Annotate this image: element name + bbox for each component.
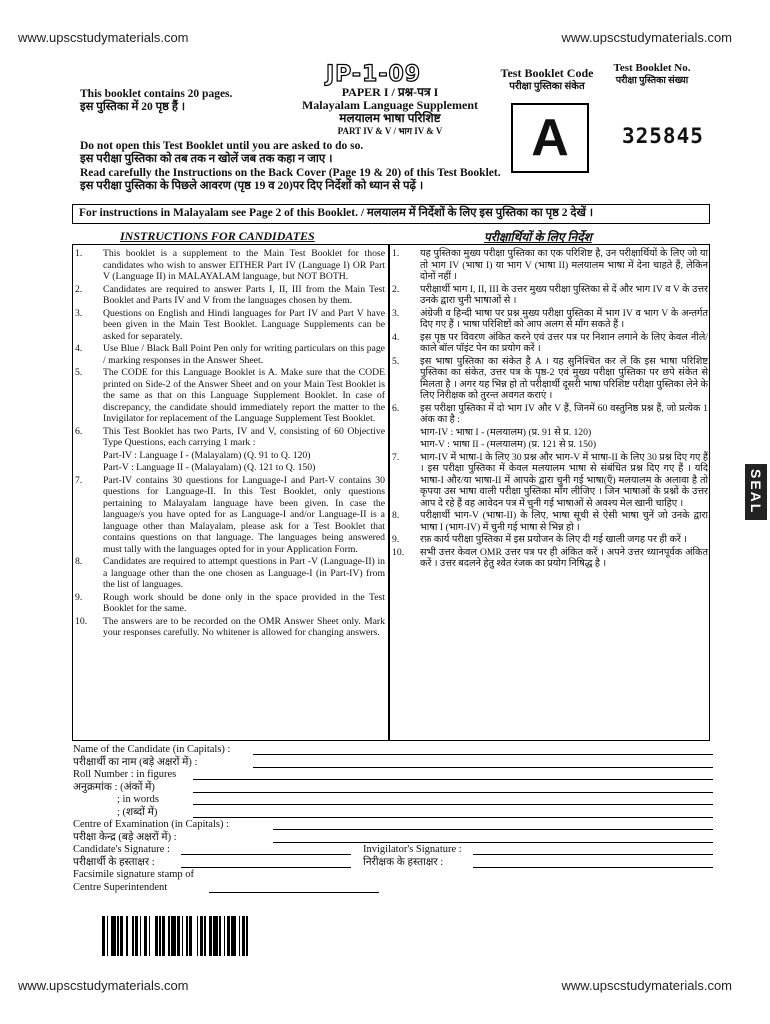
- instruction-text: Rough work should be done only in the space provided in the Test Booklet for the same.: [103, 591, 385, 614]
- supplement-label-hindi: मलयालम भाषा परिशिष्ट: [339, 111, 441, 125]
- instruction-text: यह पुस्तिका मुख्य परीक्षा पुस्तिका का एक परिशिष्ट है, उन परीक्षार्थियों के लिए जो या तो भाग IV (भाषा I) या भाग V (भाषा II) मलयालम भाषा में देना चाहते हैं, लेकिन दोनों नहीं ।: [420, 248, 708, 282]
- roll-number-figures-field[interactable]: [193, 779, 713, 780]
- site-url-top-right: www.upscstudymaterials.com: [561, 30, 732, 45]
- instructions-list-hi: [392, 248, 708, 571]
- do-not-open-notice-hi: इस परीक्षा पुस्तिका को तब तक न खोलें जब तक कहा न जाए ।: [80, 153, 333, 165]
- do-not-open-notice-en: Do not open this Test Booklet until you are asked to do so.: [80, 140, 364, 152]
- instruction-item: [75, 248, 385, 283]
- seal-tab: SEAL: [745, 464, 767, 520]
- instruction-item: [75, 462, 385, 474]
- read-instructions-notice-hi: इस परीक्षा पुस्तिका के पिछले आवरण (पृष्ठ 19 व 20)पर दिए निर्देशों को ध्यान से पढ़ें ।: [80, 180, 424, 192]
- instruction-text: परीक्षार्थी भाग-V (भाषा-II) के लिए, भाषा सूची से ऐसी भाषा चुनें जो उनके द्वारा भाषा I (भाग-IV) में चुनी गई भाषा से भिन्न हो ।: [420, 510, 708, 533]
- test-booklet-code-label-en: Test Booklet Code: [500, 66, 594, 80]
- instruction-number: 8.: [75, 556, 83, 567]
- instruction-item: [392, 356, 708, 402]
- instruction-text: भाग-V : भाषा II - (मलयालम) (प्र. 121 से प्र. 150): [420, 439, 597, 450]
- candidate-signature-label-hi: परीक्षार्थी के हस्ताक्षर :: [73, 856, 155, 868]
- exam-centre-field-hi[interactable]: [273, 842, 713, 843]
- instruction-text: इस परीक्षा पुस्तिका में दो भाग IV और V हैं, जिनमें 60 वस्तुनिष्ठ प्रश्न हैं, जो प्रत्येक 1 अंक का है :: [420, 402, 708, 425]
- instruction-item: [75, 450, 385, 462]
- instruction-number: 10.: [75, 615, 88, 627]
- instruction-text: Part-IV contains 30 questions for Language-I and Part-V contains 30 questions for Language-II. In this Test Booklet, only questions pertaining to Malayalam language have been given. In case the language/s you have opted for as Language-I and/or Language-II is a language other than Malayalam, please ask for a Test Booklet that contains questions on that language. The languages being answered must tally with the languages opted for in your Application Form.: [103, 474, 385, 555]
- instruction-text: परीक्षार्थी भाग I, II, III के उत्तर मुख्य परीक्षा पुस्तिका से दें और भाग IV व V के उत्तर उनके द्वारा चुनी भाषाओं से ।: [420, 283, 708, 306]
- instruction-number: 8.: [392, 510, 400, 521]
- instruction-text: Candidates are required to attempt questions in Part -V (Language-II) in a language other than the one chosen as Language-I (in Part-IV) from the list of languages.: [103, 556, 385, 590]
- instruction-item: [75, 308, 385, 343]
- instruction-text: Part-V : Language II - (Malayalam) (Q. 121 to Q. 150): [103, 462, 316, 473]
- instruction-number: 3.: [392, 307, 400, 319]
- paper-title: [300, 86, 480, 138]
- instruction-item: [392, 452, 708, 510]
- test-booklet-code-label-hi: परीक्षा पुस्तिका संकेत: [509, 81, 585, 92]
- instruction-text: भाग-IV : भाषा I - (मलयालम) (प्र. 91 से प्र. 120): [420, 426, 592, 438]
- booklet-page-count-en: This booklet contains 20 pages.: [80, 88, 233, 100]
- roll-number-words-label: ; in words: [117, 794, 159, 805]
- test-booklet-number-label: [608, 62, 696, 88]
- instruction-item: [392, 439, 708, 451]
- candidate-details-form: [73, 744, 713, 894]
- instruction-number: 6.: [392, 402, 400, 414]
- site-url-top-left: www.upscstudymaterials.com: [18, 30, 189, 45]
- facsimile-stamp-label: Facsimile signature stamp of: [73, 869, 195, 880]
- read-instructions-notice-en: Read carefully the Instructions on the Back Cover (Page 19 & 20) of this Test Booklet.: [80, 167, 501, 179]
- paper-label: PAPER I / प्रश्न-पत्र I: [341, 85, 439, 99]
- instruction-number: 5.: [75, 367, 83, 378]
- instruction-text: Use Blue / Black Ball Point Pen only for writing particulars on this page / marking responses in the Answer Sheet.: [103, 343, 385, 366]
- booklet-page-count: [80, 88, 232, 114]
- instruction-number: 10.: [392, 546, 405, 558]
- instruction-item: [392, 403, 708, 426]
- instruction-item: [75, 592, 385, 615]
- instruction-number: 7.: [392, 451, 400, 463]
- candidate-name-field-hi[interactable]: [253, 767, 713, 768]
- instructions-column-divider: [388, 244, 390, 741]
- exam-centre-field[interactable]: [273, 829, 713, 830]
- read-instructions-notice: [80, 167, 600, 193]
- instruction-text: सभी उत्तर केवल OMR उत्तर पत्र पर ही अंकित करें । अपने उत्तर ध्यानपूर्वक अंकित करें । उत्तर बदलने हेतु श्वेत रंजक का प्रयोग निषिद्ध है ।: [420, 546, 708, 569]
- instruction-item: [392, 248, 708, 283]
- instruction-number: 1.: [75, 248, 83, 259]
- instruction-item: [392, 284, 708, 307]
- site-url-bottom-left: www.upscstudymaterials.com: [18, 978, 189, 993]
- roll-number-words-field-hi[interactable]: [193, 817, 713, 818]
- instruction-number: 2.: [75, 283, 83, 295]
- instructions-heading-hi: परीक्षार्थियों के लिए निर्देश: [484, 230, 592, 244]
- test-booklet-number-label-hi: परीक्षा पुस्तिका संख्या: [615, 76, 689, 86]
- instruction-number: [392, 427, 420, 439]
- instructions-list-en: [75, 248, 385, 640]
- instruction-item: [75, 343, 385, 366]
- instruction-number: 9.: [392, 534, 400, 545]
- test-booklet-number: 325845: [622, 124, 704, 148]
- instruction-number: [75, 450, 103, 462]
- instruction-item: [75, 556, 385, 591]
- instruction-text: अंग्रेजी व हिन्दी भाषा पर प्रश्न मुख्य परीक्षा पुस्तिका में भाग IV व भाग V के अन्तर्गत दिए गए हैं । भाषा परिशिष्टों को आप अलग से माँग सकते हैं ।: [420, 307, 708, 330]
- instruction-number: 9.: [75, 591, 83, 603]
- instruction-item: [75, 475, 385, 556]
- instruction-number: 6.: [75, 425, 83, 437]
- barcode: [102, 916, 302, 956]
- instruction-text: The CODE for this Language Booklet is A. Make sure that the CODE printed on Side-2 of the Answer Sheet and on your Main Test Booklet is the same as that on this Language Supplement Booklet. In case of discrepancy, the candidate should immediately report the matter to the Invigilator for replacement of the Language Supplement Test Booklet.: [103, 367, 385, 424]
- invigilator-signature-label-hi: निरीक्षक के हस्ताक्षर :: [363, 856, 444, 868]
- instruction-item: [75, 616, 385, 639]
- supplement-label: Malayalam Language Supplement: [301, 98, 478, 112]
- instruction-text: रफ़ कार्य परीक्षा पुस्तिका में इस प्रयोजन के लिए दी गई खाली जगह पर ही करें ।: [420, 534, 687, 545]
- instruction-text: Candidates are required to answer Parts I, II, III from the Main Test Booklet and Parts IV and V from the languages chosen by them.: [103, 283, 385, 306]
- instruction-number: 4.: [75, 343, 83, 354]
- instruction-text: The answers are to be recorded on the OMR Answer Sheet only. Mark your responses carefully. No whitener is allowed for changing answers.: [103, 615, 385, 638]
- centre-superintendent-label: Centre Superintendent: [73, 881, 168, 893]
- instruction-item: [392, 547, 708, 570]
- candidate-name-field[interactable]: [253, 754, 713, 755]
- instruction-text: This Test Booklet has two Parts, IV and V, consisting of 60 Objective Type Questions, each carrying 1 mark :: [103, 425, 385, 448]
- instruction-text: भाग-IV में भाषा-I के लिए 30 प्रश्न और भाग-V में भाषा-II के लिए 30 प्रश्न दिए गए हैं । इस परीक्षा पुस्तिका में केवल मलयालम भाषा से संबंधित प्रश्न दिए गए हैं । यदि भाषा-I और/या भाषा-II में आपके द्वारा चुनी गई भाषा(एँ) मलयालम के अलावा है तो कृपया उस भाषा वाली परीक्षा पुस्तिका माँग लीजिए । जिन भाषाओं के प्रश्नों के उत्तर आप दे रहे हैं वह आवेदन पत्र में चुनी गई भाषाओं से अवश्य मेल खानी चाहिए ।: [420, 451, 708, 509]
- paper-code-logo: JP-1-09: [326, 62, 422, 87]
- instruction-item: [392, 308, 708, 331]
- candidate-signature-field[interactable]: [181, 854, 351, 855]
- instruction-item: [75, 426, 385, 449]
- exam-centre-label: Centre of Examination (in Capitals) :: [73, 819, 230, 830]
- instruction-text: This booklet is a supplement to the Main Test Booklet for those candidates who wish to answer EITHER Part IV (Language I) OR Part V (Language II) in MALAYALAM language, but NOT BOTH.: [103, 248, 385, 282]
- test-booklet-code-label: [492, 66, 602, 94]
- roll-number-figures-label-hi: अनुक्रमांक : (अंकों में): [73, 781, 155, 793]
- instruction-item: [75, 367, 385, 425]
- roll-number-words-label-hi: ; (शब्दों में): [117, 806, 158, 818]
- instruction-text: Questions on English and Hindi languages for Part IV and Part V have been given in the Main Test Booklet. Language Supplements can be asked for separately.: [103, 307, 385, 342]
- candidate-name-label: Name of the Candidate (in Capitals) :: [73, 744, 231, 755]
- instruction-number: 5.: [392, 355, 400, 367]
- exam-centre-label-hi: परीक्षा केन्द्र (बड़े अक्षरों में) :: [73, 831, 177, 843]
- instruction-item: [392, 332, 708, 355]
- instruction-item: [392, 427, 708, 439]
- instruction-number: 1.: [392, 248, 400, 259]
- invigilator-signature-field[interactable]: [473, 854, 713, 855]
- instructions-heading-en: INSTRUCTIONS FOR CANDIDATES: [120, 229, 315, 243]
- roll-number-figures-label: Roll Number : in figures: [73, 769, 177, 780]
- instruction-item: [392, 534, 708, 546]
- do-not-open-notice: [80, 140, 505, 166]
- parts-label: PART IV & V / भाग IV & V: [337, 126, 443, 136]
- site-url-bottom-right: www.upscstudymaterials.com: [561, 978, 732, 993]
- instruction-number: 3.: [75, 307, 83, 319]
- roll-number-words-field[interactable]: [193, 804, 713, 805]
- instruction-number: 4.: [392, 331, 400, 343]
- roll-number-figures-field-hi[interactable]: [193, 792, 713, 793]
- superintendent-stamp-field[interactable]: [209, 892, 379, 893]
- malayalam-instructions-bar: For instructions in Malayalam see Page 2 of this Booklet. / मलयालम में निर्देशों के लिए इस पुस्तिका का पृष्ठ 2 देखें ।: [72, 204, 710, 224]
- instruction-text: इस भाषा पुस्तिका का संकेत है A । यह सुनिश्चित कर लें कि इस भाषा परिशिष्ट पुस्तिका का संकेत, उत्तर पत्र के पृष्ठ-2 एवं मुख्य परीक्षा पुस्तिका पर छपे संकेत से मिलता है । अगर यह भिन्न हो तो परीक्षार्थी दूसरी भाषा परिशिष्ट परीक्षा पुस्तिका लेने के लिए निरीक्षक को तुरन्त अवगत कराएं ।: [420, 355, 708, 401]
- test-booklet-number-label-en: Test Booklet No.: [613, 62, 691, 74]
- instruction-number: 2.: [392, 283, 400, 295]
- instruction-number: [392, 439, 420, 451]
- invigilator-signature-label: Invigilator's Signature :: [363, 844, 462, 855]
- candidate-signature-field-hi[interactable]: [181, 867, 351, 868]
- instruction-item: [392, 510, 708, 533]
- candidate-signature-label: Candidate's Signature :: [73, 844, 170, 855]
- instruction-text: इस पृष्ठ पर विवरण अंकित करने एवं उत्तर पत्र पर निशान लगाने के लिए केवल नीले/काले बॉल पॉइंट पेन का प्रयोग करें ।: [420, 331, 708, 354]
- test-booklet-code-box: A: [511, 103, 589, 173]
- instruction-text: Part-IV : Language I - (Malayalam) (Q. 91 to Q. 120): [103, 449, 311, 461]
- instruction-number: 7.: [75, 474, 83, 486]
- invigilator-signature-field-hi[interactable]: [473, 867, 713, 868]
- instruction-number: [75, 462, 103, 474]
- booklet-page-count-hi: इस पुस्तिका में 20 पृष्ठ हैं ।: [80, 101, 186, 113]
- candidate-name-label-hi: परीक्षार्थी का नाम (बड़े अक्षरों में) :: [73, 756, 198, 768]
- instruction-item: [75, 284, 385, 307]
